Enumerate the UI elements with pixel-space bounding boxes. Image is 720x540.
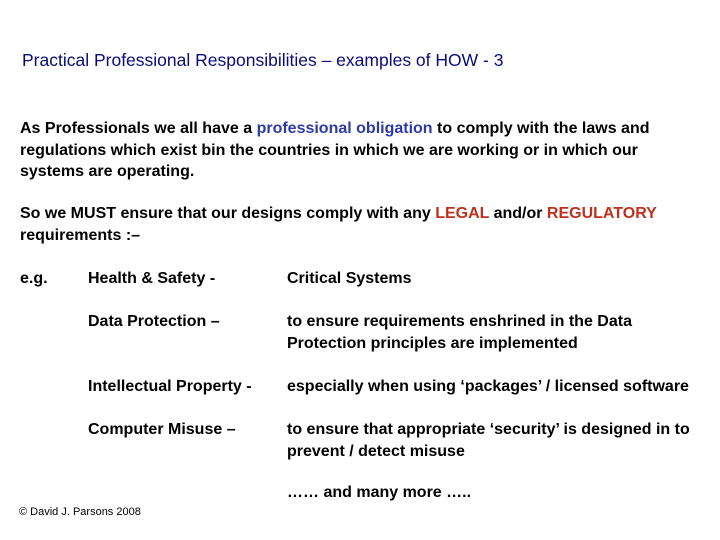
legal-highlight: LEGAL (435, 205, 490, 222)
regulatory-highlight: REGULATORY (546, 205, 657, 222)
requirements-paragraph (20, 203, 700, 246)
obligation-text-start: As Professionals we all have a (20, 120, 257, 137)
obligation-paragraph (20, 118, 700, 183)
requirements-text-end: requirements :– (20, 226, 141, 244)
eg-label: e.g. (20, 270, 48, 287)
copyright-footer: © David J. Parsons 2008 (19, 506, 141, 518)
item-value-health-safety: Critical Systems (287, 270, 412, 287)
and-many-more-text: …… and many more ….. (287, 484, 472, 501)
requirements-text-start: So we MUST ensure that our designs comply with any (20, 205, 436, 222)
item-label-data-protection: Data Protection – (88, 313, 220, 330)
obligation-text-end: to comply with the laws and regulations which exist bin the countries in which we are working or in which our systems are operating. (20, 120, 650, 180)
item-label-health-safety: Health & Safety - (88, 270, 216, 287)
item-value-intellectual-property: especially when using ‘packages’ / licensed software (287, 378, 689, 395)
item-value-data-protection: to ensure requirements enshrined in the Data Protection principles are implemented (287, 313, 632, 352)
requirements-text-mid: and/or (489, 205, 547, 222)
item-value-computer-misuse: to ensure that appropriate ‘security’ is designed in to prevent / detect misuse (287, 421, 690, 460)
item-label-computer-misuse: Computer Misuse – (88, 421, 236, 438)
item-label-intellectual-property: Intellectual Property - (88, 378, 252, 395)
slide-title: Practical Professional Responsibilities – examples of HOW - 3 (22, 50, 504, 70)
professional-obligation-highlight: professional obligation (256, 120, 433, 137)
